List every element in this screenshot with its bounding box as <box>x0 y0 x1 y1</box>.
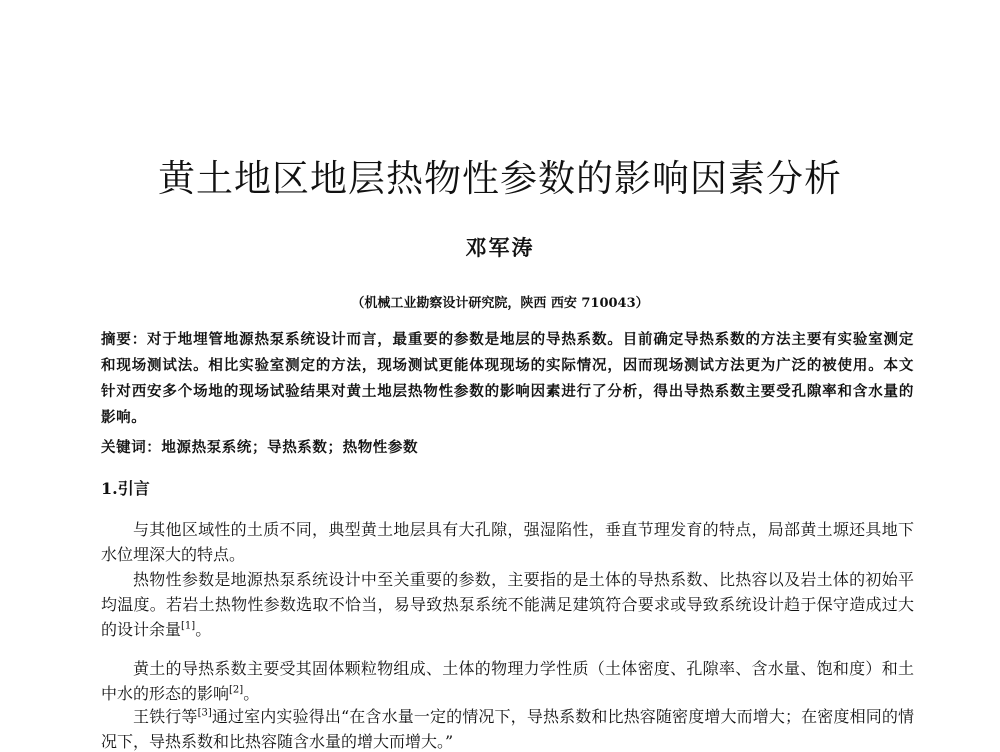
paragraph-4 <box>101 704 914 752</box>
keywords: 关键词：地源热泵系统；导热系数；热物性参数 <box>101 439 419 456</box>
paragraph-4-start: 王铁行等 <box>133 707 198 726</box>
paragraph-1: 与其他区域性的土质不同，典型黄土地层具有大孔隙，强湿陷性，垂直节理发育的特点，局部黄土塬还具地下水位埋深大的特点。 <box>101 520 914 564</box>
abstract: 摘要：对于地埋管地源热泵系统设计而言，最重要的参数是地层的导热系数。目前确定导热系数的方法主要有实验室测定和现场测试法。相比实验室测定的方法，现场测试更能体现现场的实际情况，因而现场测试方法更为广泛的被使用。本文针对西安多个场地的现场试验结果对黄土地层热物性参数的影响因素进行了分析，得出导热系数主要受孔隙率和含水量的影响。 <box>101 331 914 426</box>
paper-title: 黄土地区地层热物性参数的影响因素分析 <box>158 157 842 200</box>
paragraph-2-end: 。 <box>195 620 212 639</box>
paragraph-3-text: 黄土的导热系数主要受其固体颗粒物组成、土体的物理力学性质（土体密度、孔隙率、含水量、饱和度）和土中水的形态的影响 <box>101 659 914 703</box>
paragraph-2 <box>101 567 914 642</box>
paragraph-3 <box>101 656 914 706</box>
paragraph-2-text: 热物性参数是地源热泵系统设计中至关重要的参数，主要指的是土体的导热系数、比热容以及岩土体的初始平均温度。若岩土热物性参数选取不恰当，易导致热泵系统不能满足建筑符合要求或导致系统设计趋于保守造成过大的设计余量 <box>101 570 914 639</box>
citation-ref-2[interactable]: [2] <box>229 684 244 696</box>
author-name: 邓军涛 <box>465 235 535 260</box>
paragraph-3-end: 。 <box>243 684 260 703</box>
paragraph-4-text: 通过室内实验得出“在含水量一定的情况下，导热系数和比热容随密度增大而增大；在密度相同的情况下，导热系数和比热容随含水量的增大而增大。” <box>101 707 914 751</box>
author-affiliation: （机械工业勘察设计研究院，陕西 西安 710043） <box>351 296 649 311</box>
citation-ref-1[interactable]: [1] <box>181 620 196 632</box>
section-heading-introduction: 1.引言 <box>101 479 150 498</box>
citation-ref-3[interactable]: [3] <box>197 707 212 719</box>
